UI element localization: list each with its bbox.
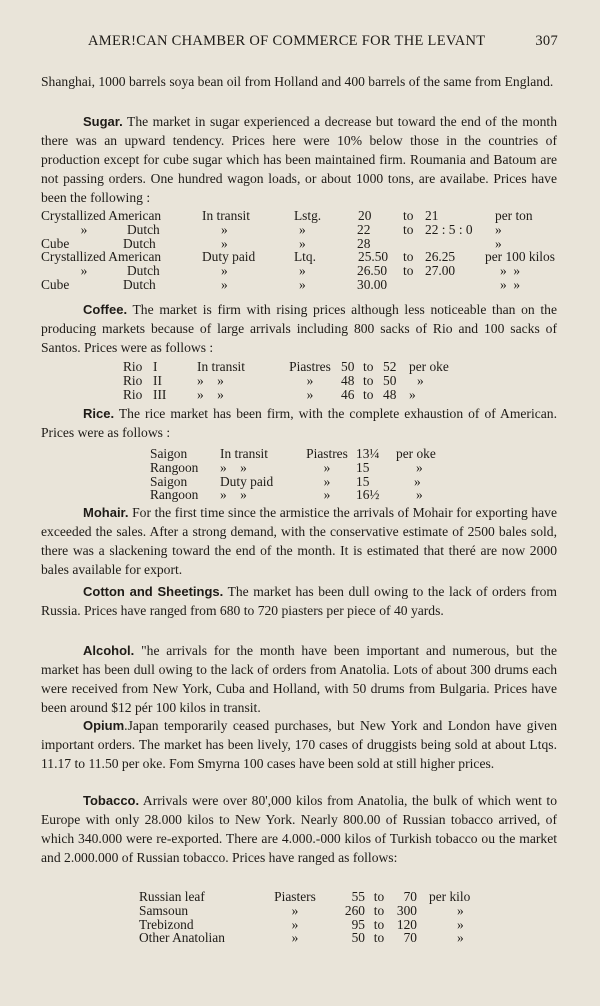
table-row: Rio III » » » 46 to 48 » (123, 386, 416, 402)
rice-heading: Rice. (83, 406, 115, 421)
rice-price-table (150, 447, 436, 502)
page-number: 307 (535, 33, 558, 49)
tobacco-text: Arrivals were over 80',000 kilos from Anatolia, the bulk of which went to Europe with only 28.000 kilos to New York. Nearly 800.00 of Russian tobacco arrived, of which 340.000 were re-exported. There are 4.000.-000 kilos of Turkish tobacco ou the market and 2.000.000 of Russian tobacco. Prices have ranged as follows: (41, 793, 557, 865)
alcohol-section (41, 641, 557, 717)
table-row: Saigon Duty paid » 15 » (150, 473, 421, 489)
coffee-text: The market is firm with rising prices although less noticeable than on the producing markets because of large arrivals including 800 sacks of Rio and 100 sacks of Santos. Prices were as follows : (41, 302, 557, 355)
table-row: Trebizond » 95 to 120 » (139, 916, 464, 932)
coffee-heading: Coffee. (83, 302, 128, 317)
cotton-section (41, 582, 557, 620)
opium-section (41, 716, 557, 773)
alcohol-text: "he arrivals for the month have been important and numerous, but the market has been dull owing to the lack of orders from Anatolia. Lots of about 300 drums each were received from New York, Cuba and Holland, with 50 drums from Bulgaria. Prices have been around $12 pér 100 kilos in transit. (41, 643, 558, 715)
table-row: Samsoun » 260 to 300 » (139, 902, 464, 918)
table-row: Cube Dutch » » 28 » (41, 235, 502, 251)
table-row: Crystallized American Duty paid Ltq. 25.50 to 26.25 per 100 kilos (41, 249, 555, 265)
mohair-section (41, 503, 557, 579)
coffee-price-table (123, 360, 449, 401)
table-row: Rio I In transit Piastres 50 to 52 per oke (123, 359, 449, 374)
cotton-heading: Cotton and Sheetings. (83, 584, 224, 599)
sugar-section (41, 112, 557, 207)
table-row: Russian leaf Piasters 55 to 70 per kilo (139, 889, 471, 904)
tobacco-heading: Tobacco. (83, 793, 140, 808)
table-row: » Dutch » » 26.50 to 27.00 » » (80, 263, 521, 279)
table-row: Crystallized American In transit Lstg. 20 to 21 per ton (41, 208, 533, 223)
intro-paragraph (41, 72, 557, 91)
table-row: Other Anatolian » 50 to 70 » (139, 930, 464, 946)
opium-heading: Opium (83, 718, 125, 733)
mohair-heading: Mohair. (83, 505, 129, 520)
table-row: Rio II » » » 48 to 50 » (123, 372, 424, 388)
rice-text: The rice market has been firm, with the complete exhaustion of of American. Prices were as follows : (41, 406, 558, 440)
running-header (88, 33, 558, 50)
rice-section (41, 404, 557, 442)
tobacco-section (41, 791, 557, 867)
table-row: Rangoon » » » 16½ » (150, 487, 423, 503)
header-title: AMER!CAN CHAMBER OF COMMERCE FOR THE LEVANT (88, 33, 486, 49)
opium-text: .Japan temporarily ceased purchases, but New York and London have given important orders. The market has been lively, 170 cases of druggists being sold at about Ltqs. 11.17 to 11.50 per oke. Fom Smyrna 100 cases have been sold at still higher prices. (41, 718, 557, 771)
mohair-text: For the first time since the armistice the arrivals of Mohair for exporting have exceeded the sales. After a strong demand, with the conservative estimate of 2500 bales sold, there was a slackening toward the end of the month. It is estimated that theré are now 2000 bales available for export. (41, 505, 557, 577)
intro-line-2: from England. (474, 74, 554, 89)
sugar-text: The market in sugar experienced a decrease but toward the end of the month there was an upward tendency. Prices here were 10% below those in the countries of production except for cube sugar which has been maintained firm. Roumania and Batoum are not passing orders. One hundred wagon loads, or about 1000 tons, are availabe. Prices have been the following : (41, 114, 557, 205)
cotton-text: The market has been dull owing to the lack of orders from Russia. Prices have ranged from 680 to 720 piasters per piece of 40 yards. (41, 584, 557, 618)
tobacco-price-table (139, 890, 470, 945)
alcohol-heading: Alcohol. (83, 643, 135, 658)
sugar-price-table (41, 209, 555, 292)
sugar-heading: Sugar. (83, 114, 123, 129)
table-row: Rangoon » » » 15 » (150, 459, 423, 475)
table-row: Saigon In transit Piastres 13¼ per oke (150, 446, 436, 461)
table-row: Cube Dutch » » 30.00 » » (41, 276, 521, 292)
coffee-section (41, 300, 557, 357)
intro-line-1: Shanghai, 1000 barrels soya bean oil from Holland and 400 barrels of the same (41, 74, 472, 89)
table-row: » Dutch » » 22 to 22 : 5 : 0 » (80, 221, 502, 237)
